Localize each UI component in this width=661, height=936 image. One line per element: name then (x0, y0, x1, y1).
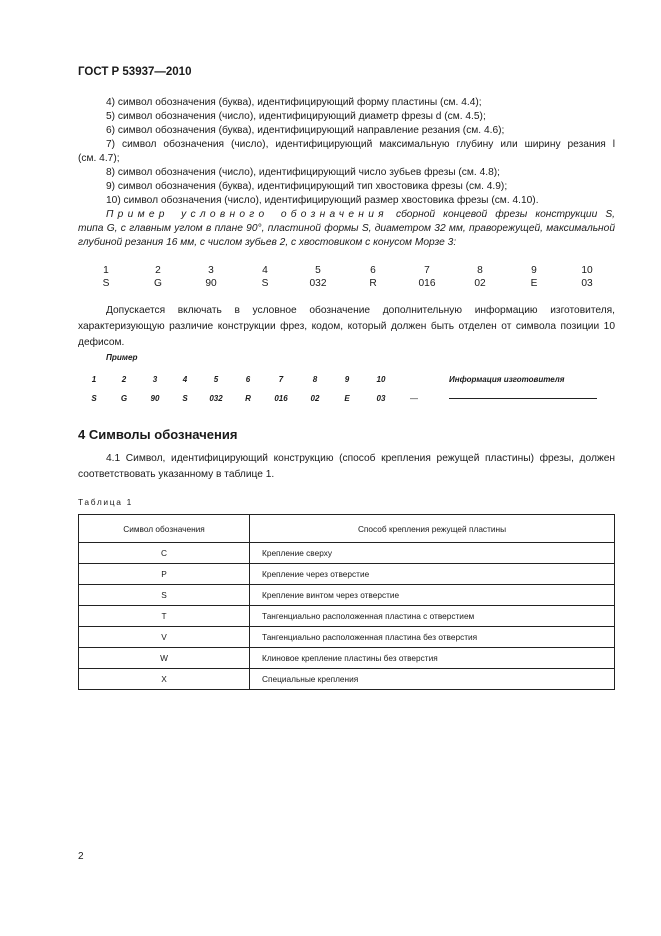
list-item-4: 4) символ обозначения (буква), идентифицирующий форму пластины (см. 4.4); (106, 97, 482, 108)
table-cell-symbol: T (79, 606, 250, 627)
designation-position: 6 (370, 265, 376, 276)
designation-position: 4 (182, 375, 188, 384)
designation-code: 032 (309, 278, 327, 289)
designation-position: 2 (155, 265, 161, 276)
table-row (79, 564, 615, 585)
symbols-table (78, 514, 615, 690)
table-cell-method: Клиновое крепление пластины без отверстия (250, 648, 615, 669)
designation-code: 03 (376, 394, 386, 403)
designation-code: 03 (581, 278, 593, 289)
section-title: 4 Символы обозначения (78, 427, 238, 442)
designation-code: E (530, 278, 538, 289)
additional-info-paragraph: Допускается включать в условное обозначение дополнительную информацию изготовителя, характеризующую различие конструкции фрез, кодом, который должен быть отделен от символа позиции 10 дефисом. (78, 305, 615, 348)
designation-code: 02 (474, 278, 486, 289)
designation-code: E (344, 394, 350, 403)
designation-position: 10 (581, 265, 593, 276)
designation-position: 9 (344, 375, 350, 384)
table-cell-method: Крепление через отверстие (250, 564, 615, 585)
table-cell-method: Крепление сверху (250, 543, 615, 564)
designation-code: G (154, 278, 162, 289)
example-1-label: Пример условного обозначения (106, 209, 388, 220)
list-item-7: 7) символ обозначения (число), идентифицирующий максимальную глубину или ширину резания l (106, 139, 615, 150)
table-cell-symbol: X (79, 669, 250, 690)
designation-code: G (120, 394, 128, 403)
designation-code: R (245, 394, 251, 403)
example-1-text-start: сборной концевой фрезы конструкции S, (387, 209, 615, 220)
designation-position: 1 (91, 375, 97, 384)
example-2-label: Пример (106, 353, 138, 362)
designation-code: 90 (205, 278, 217, 289)
table-row (79, 585, 615, 606)
table-row (79, 627, 615, 648)
list-item-6: 6) символ обозначения (буква), идентифицирующий направление резания (см. 4.6); (106, 125, 505, 136)
page-number: 2 (78, 851, 84, 862)
table-row (79, 669, 615, 690)
designation-position: 5 (315, 265, 321, 276)
table-cell-symbol: P (79, 564, 250, 585)
manufacturer-info-label: Информация изготовителя (449, 375, 565, 384)
designation-code: 016 (274, 394, 288, 403)
designation-code: 02 (310, 394, 320, 403)
example-1-first-line (106, 208, 615, 221)
designation-code: S (261, 278, 269, 289)
list-item-7-continuation: (см. 4.7); (78, 153, 120, 164)
list-item-8: 8) символ обозначения (число), идентифицирующий число зубьев фрезы (см. 4.8); (106, 167, 500, 178)
example-2-dash: — (410, 394, 418, 403)
table-cell-method: Специальные крепления (250, 669, 615, 690)
designation-position: 3 (152, 375, 158, 384)
document-header: ГОСТ Р 53937—2010 (78, 66, 192, 78)
table-row (79, 606, 615, 627)
designation-position: 6 (245, 375, 251, 384)
designation-position: 7 (278, 375, 284, 384)
table-caption: Таблица 1 (78, 497, 133, 507)
table-cell-symbol: S (79, 585, 250, 606)
example-1-text: типа G, с главным углом в плане 90°, пластиной формы S, диаметром 32 мм, праворежущей, максимальной глубиной резания 16 мм, с числом зубьев 2, с хвостовиком с конусом Морзе 3: (78, 223, 615, 248)
list-item-5: 5) символ обозначения (число), идентифицирующий диаметр фрезы d (см. 4.5); (106, 111, 486, 122)
table-header-symbol: Символ обозначения (79, 515, 250, 543)
designation-position: 4 (262, 265, 268, 276)
table-cell-method: Тангенциально расположенная пластина с отверстием (250, 606, 615, 627)
table-cell-method: Крепление винтом через отверстие (250, 585, 615, 606)
designation-code: S (182, 394, 188, 403)
designation-code: 016 (418, 278, 436, 289)
table-header-row (79, 515, 615, 543)
paragraph-4-1: 4.1 Символ, идентифицирующий конструкцию (способ крепления режущей пластины) фрезы, должен соответствовать указанному в таблице 1. (78, 453, 615, 480)
designation-position: 8 (477, 265, 483, 276)
designation-position: 7 (424, 265, 430, 276)
list-item-9: 9) символ обозначения (буква), идентифицирующий тип хвостовика фрезы (см. 4.9); (106, 181, 508, 192)
designation-position: 1 (103, 265, 109, 276)
list-item-10: 10) символ обозначения (число), идентифицирующий размер хвостовика фрезы (см. 4.10). (106, 195, 539, 206)
designation-code: S (102, 278, 110, 289)
designation-position: 8 (312, 375, 318, 384)
designation-code: 90 (150, 394, 160, 403)
designation-position: 5 (213, 375, 219, 384)
table-cell-symbol: W (79, 648, 250, 669)
designation-code: R (369, 278, 377, 289)
designation-position: 9 (531, 265, 537, 276)
designation-position: 10 (376, 375, 386, 384)
manufacturer-info-blank-line (449, 398, 597, 399)
designation-position: 3 (208, 265, 214, 276)
table-row (79, 648, 615, 669)
designation-position: 2 (121, 375, 127, 384)
table-cell-method: Тангенциально расположенная пластина без отверстия (250, 627, 615, 648)
designation-code: 032 (209, 394, 223, 403)
table-header-method: Способ крепления режущей пластины (250, 515, 615, 543)
table-cell-symbol: V (79, 627, 250, 648)
designation-code: S (91, 394, 97, 403)
table-cell-symbol: C (79, 543, 250, 564)
table-row (79, 543, 615, 564)
